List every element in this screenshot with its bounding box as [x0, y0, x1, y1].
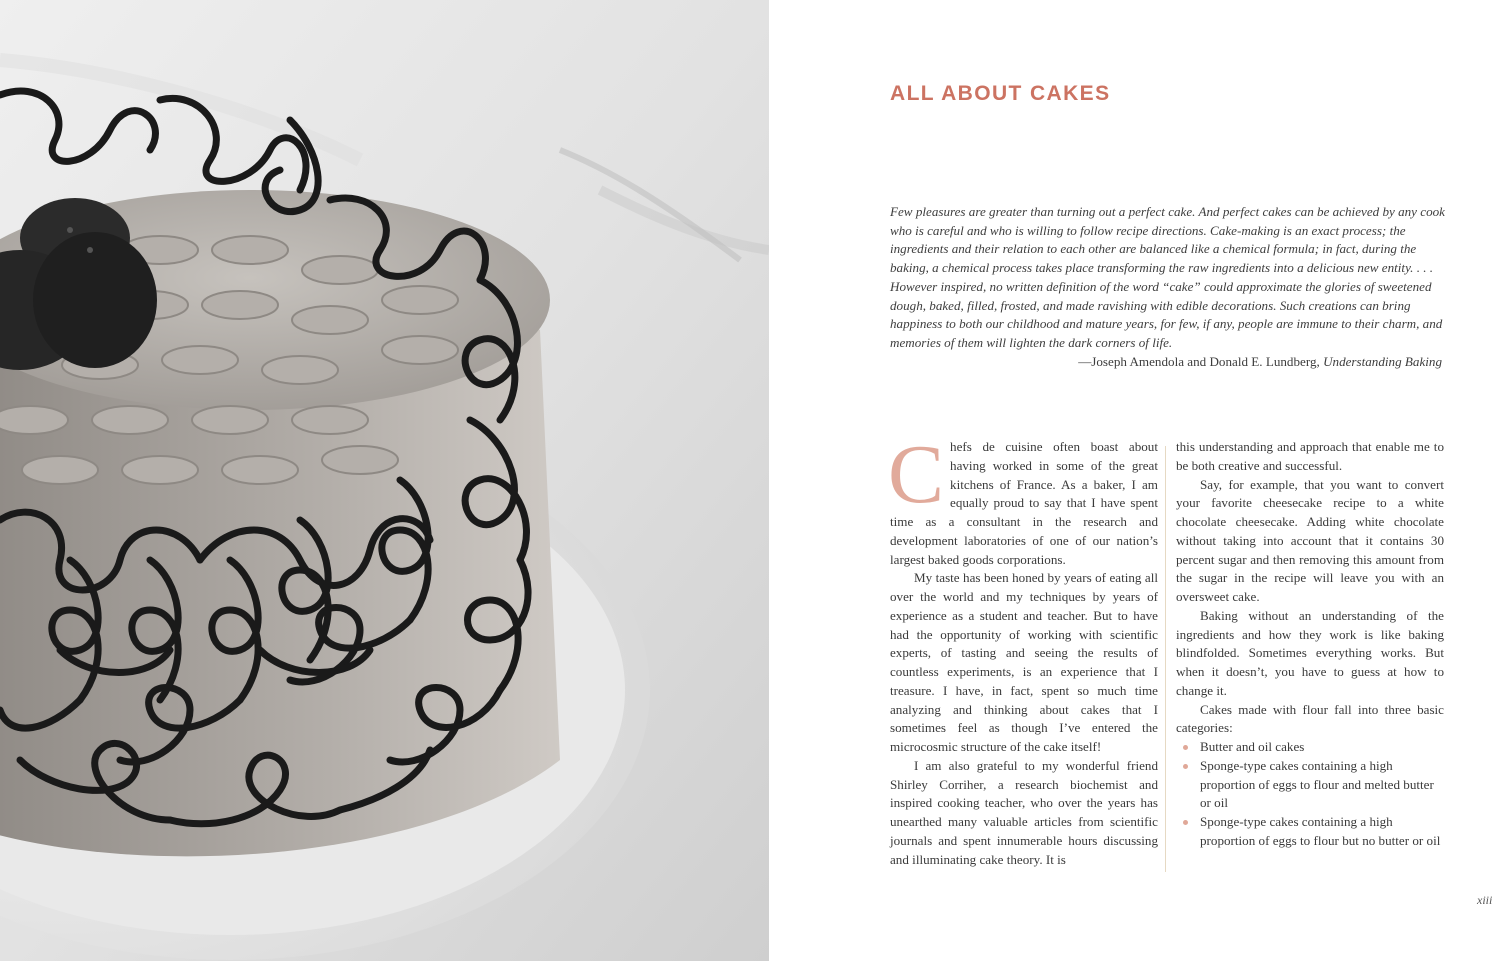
list-item [1176, 738, 1444, 757]
list-item-text: Sponge-type cakes containing a high proportion of eggs to flour and melted butter or oil [1200, 757, 1434, 811]
text-column-right [1176, 438, 1444, 851]
column-divider [1165, 446, 1166, 872]
paragraph: My taste has been honed by years of eating all over the world and my techniques by years of experience as a student and teacher. But to have had the opportunity of working with scientific experts, of tasting and seeing the results of countless experiments, is an experience that I treasure. I have, in fact, spent so much time analyzing and thinking about cakes that I sometimes feel as though I’ve entered the microcosmic structure of the cake itself! [890, 570, 1158, 754]
chapter-heading: ALL ABOUT CAKES [890, 82, 1111, 105]
list-item [1176, 757, 1444, 813]
paragraph-text: hefs de cuisine often boast about having worked in some of the great kitchens of France. As a baker, I am equally proud to say that I have spent time as a consultant in the research and development laboratories of one of our nation’s largest baked goods corporations. [890, 439, 1158, 567]
paragraph: Baking without an understanding of the ingredients and how they work is like baking blindfolded. Sometimes everything works. But when it doesn’t, you have to guess at how to change it. [1176, 607, 1444, 698]
paragraph [888, 428, 1158, 569]
bullet-dot-icon [1183, 764, 1188, 769]
bullet-dot-icon [1183, 745, 1188, 750]
paragraph: this understanding and approach that enable me to be both creative and successful. [1176, 439, 1444, 473]
bullet-dot-icon [1183, 820, 1188, 825]
paragraph: Say, for example, that you want to convert your favorite cheesecake recipe to a white chocolate cheesecake. Adding white chocolate without taking into account that it contains 30 percent sugar and then removing this amount from the sugar in the recipe will leave you with an oversweet cake. [1176, 476, 1444, 604]
drop-cap: C [888, 428, 945, 521]
list-item-text: Butter and oil cakes [1200, 739, 1305, 754]
list-item [1176, 813, 1444, 851]
epigraph-quote: Few pleasures are greater than turning out a perfect cake. And perfect cakes can be achieved by any cook who is careful and who is willing to follow recipe directions. Cake-making is an exact process; the ingredients and their relation to each other are balanced like a chemical formula; in fact, during the baking, a chemical process takes place transforming the raw ingredients into a delicious new entity. . . . However inspired, no written definition of the word “cake” could approximate the glories of sweetened dough, baked, filled, frosted, and made ravishing with edible decorations. Such creations can bring happiness to both our childhood and mature years, for few, if any, people are immune to their charm, and memories of them will lighten the dark corners of life. [890, 204, 1445, 350]
list-item-text: Sponge-type cakes containing a high proportion of eggs to flour but no butter or oil [1200, 814, 1441, 848]
epigraph-authors: —Joseph Amendola and Donald E. Lundberg, [1078, 354, 1320, 369]
text-column-left [888, 428, 1158, 869]
paragraph: I am also grateful to my wonderful friend Shirley Corriher, a research biochemist and inspired cooking teacher, who over the years has unearthed many valuable articles from scientific journals and spent innumerable hours discussing and illuminating cake theory. It is [890, 757, 1158, 867]
category-list [1176, 738, 1444, 851]
epigraph-book-title: Understanding Baking [1323, 354, 1442, 369]
text-page [769, 0, 1500, 961]
paragraph: Cakes made with flour fall into three basic categories: [1176, 701, 1444, 736]
page-number: xiii [1477, 893, 1493, 907]
epigraph-attribution [890, 353, 1442, 372]
